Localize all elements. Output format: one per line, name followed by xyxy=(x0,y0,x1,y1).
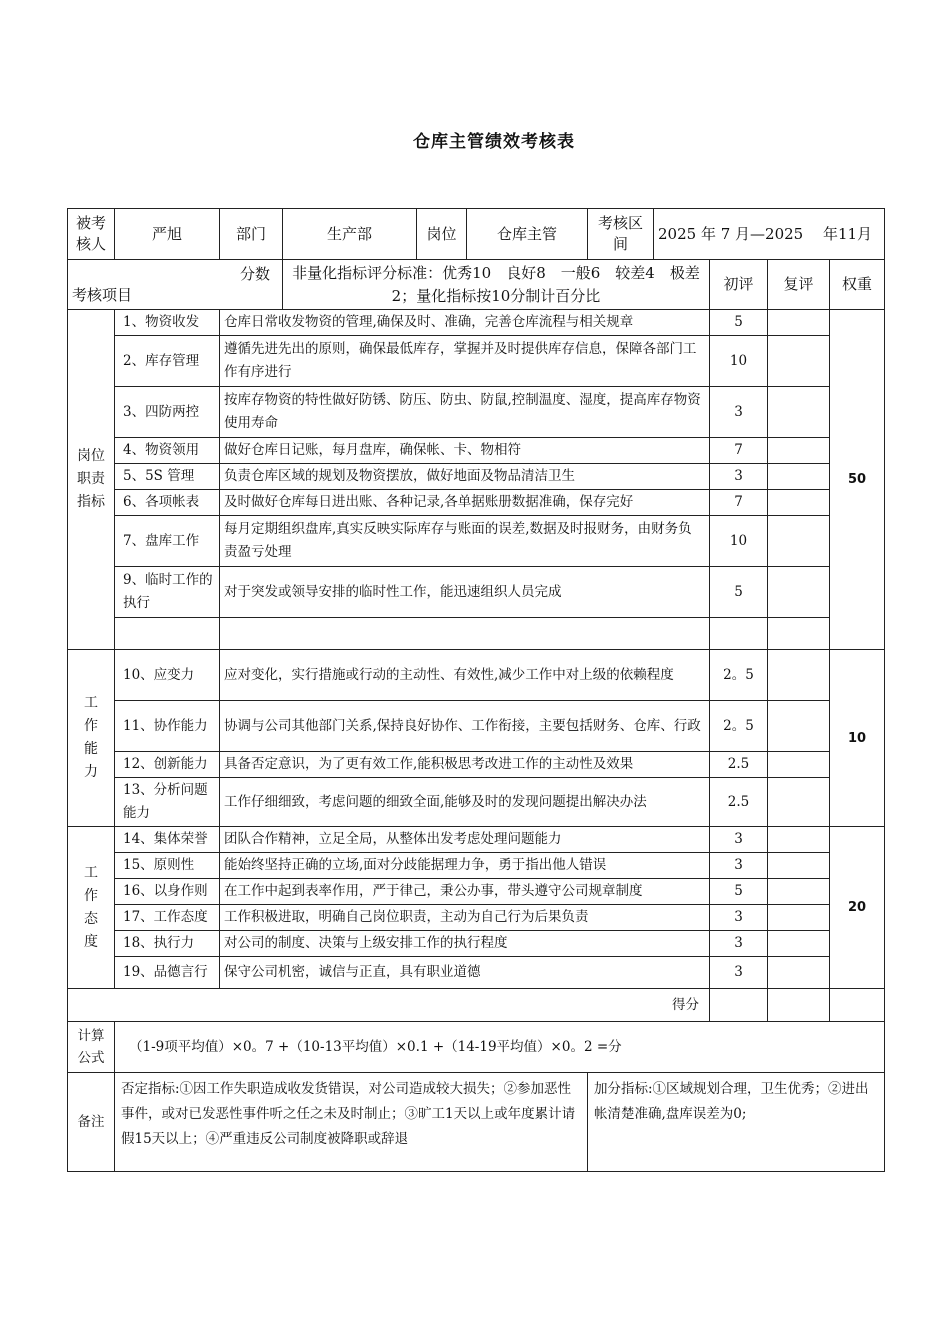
table-row xyxy=(68,516,885,567)
item-desc: 应对变化，实行措施或行动的主动性、有效性,减少工作中对上级的依赖程度 xyxy=(220,650,710,701)
review-label: 复评 xyxy=(768,260,830,310)
table-row xyxy=(68,931,885,957)
item-score: 3 xyxy=(710,464,768,490)
item-name: 15、原则性 xyxy=(115,853,220,879)
item-score: 7 xyxy=(710,438,768,464)
item-desc: 协调与公司其他部门关系,保持良好协作、工作衔接，主要包括财务、仓库、行政 xyxy=(220,701,710,752)
formula-text: （1-9项平均值）×0。7 +（10-13平均值）×0.1 +（14-19平均值）×0。2 =分 xyxy=(115,1022,885,1073)
assessment-table xyxy=(67,208,885,1172)
item-name: 17、工作态度 xyxy=(115,905,220,931)
review-cell[interactable] xyxy=(768,516,830,567)
item-score: 2.5 xyxy=(710,752,768,778)
table-row xyxy=(68,827,885,853)
empty-cell[interactable] xyxy=(768,618,830,650)
review-cell[interactable] xyxy=(768,701,830,752)
dept-value: 生产部 xyxy=(283,209,417,260)
item-name: 10、应变力 xyxy=(115,650,220,701)
item-desc: 负责仓库区域的规划及物资摆放，做好地面及物品清洁卫生 xyxy=(220,464,710,490)
review-cell[interactable] xyxy=(768,464,830,490)
negative-indicators: 否定指标:①因工作失职造成收发货错误，对公司造成较大损失；②参加恶性事件，或对已发恶性事件听之任之未及时制止；③旷工1天以上或年度累计请假15天以上；④严重违反公司制度被降职或辞退 xyxy=(115,1073,588,1172)
section-name: 岗位 职责 指标 xyxy=(68,310,115,650)
review-cell[interactable] xyxy=(768,752,830,778)
item-score: 3 xyxy=(710,905,768,931)
item-score: 5 xyxy=(710,310,768,336)
item-desc: 及时做好仓库每日进出账、各种记录,各单据账册数据准确，保存完好 xyxy=(220,490,710,516)
review-cell[interactable] xyxy=(768,336,830,387)
total-review-cell[interactable] xyxy=(768,989,830,1022)
empty-cell[interactable] xyxy=(115,618,220,650)
item-name: 3、四防两控 xyxy=(115,387,220,438)
empty-cell[interactable] xyxy=(220,618,710,650)
item-score: 7 xyxy=(710,490,768,516)
review-cell[interactable] xyxy=(768,387,830,438)
item-score: 3 xyxy=(710,853,768,879)
remarks-label: 备注 xyxy=(68,1073,115,1172)
page-title: 仓库主管绩效考核表 xyxy=(413,132,575,152)
review-cell[interactable] xyxy=(768,778,830,827)
item-score: 5 xyxy=(710,567,768,618)
item-score: 3 xyxy=(710,827,768,853)
review-cell[interactable] xyxy=(768,310,830,336)
item-desc: 保守公司机密，诚信与正直，具有职业道德 xyxy=(220,957,710,989)
formula-row xyxy=(68,1022,885,1073)
item-name: 4、物资领用 xyxy=(115,438,220,464)
post-value: 仓库主管 xyxy=(467,209,588,260)
weight-label: 权重 xyxy=(830,260,885,310)
item-score: 5 xyxy=(710,879,768,905)
item-label: 考核项目 xyxy=(72,285,133,304)
section-weight: 10 xyxy=(830,650,885,827)
review-cell[interactable] xyxy=(768,853,830,879)
criteria-header-row xyxy=(68,260,885,310)
item-name: 16、以身作则 xyxy=(115,879,220,905)
section-weight: 50 xyxy=(830,310,885,650)
item-desc: 每月定期组织盘库,真实反映实际库存与账面的误差,数据及时报财务，由财务负责盈亏处理 xyxy=(220,516,710,567)
table-row-empty xyxy=(68,618,885,650)
item-name: 9、临时工作的执行 xyxy=(115,567,220,618)
table-row xyxy=(68,853,885,879)
total-label: 得分 xyxy=(68,989,710,1022)
item-desc: 对公司的制度、决策与上级安排工作的执行程度 xyxy=(220,931,710,957)
table-row xyxy=(68,752,885,778)
empty-cell[interactable] xyxy=(710,618,768,650)
item-desc: 做好仓库日记账，每月盘库，确保帐、卡、物相符 xyxy=(220,438,710,464)
item-desc: 遵循先进先出的原则，确保最低库存，掌握并及时提供库存信息，保障各部门工作有序进行 xyxy=(220,336,710,387)
table-row xyxy=(68,490,885,516)
scoring-standard: 非量化指标评分标准：优秀10 良好8 一般6 较差4 极差2；量化指标按10分制计百分比 xyxy=(283,260,710,310)
item-name: 11、协作能力 xyxy=(115,701,220,752)
review-cell[interactable] xyxy=(768,905,830,931)
item-score: 10 xyxy=(710,336,768,387)
item-name: 12、创新能力 xyxy=(115,752,220,778)
formula-label: 计算公式 xyxy=(68,1022,115,1073)
table-row xyxy=(68,701,885,752)
item-desc: 能始终坚持正确的立场,面对分歧能据理力争，勇于指出他人错误 xyxy=(220,853,710,879)
item-name: 7、盘库工作 xyxy=(115,516,220,567)
section-name: 工 作 能 力 xyxy=(68,650,115,827)
review-cell[interactable] xyxy=(768,650,830,701)
table-row xyxy=(68,905,885,931)
review-cell[interactable] xyxy=(768,438,830,464)
item-score: 2。5 xyxy=(710,701,768,752)
item-desc: 按库存物资的特性做好防锈、防压、防虫、防鼠,控制温度、湿度，提高库存物资使用寿命 xyxy=(220,387,710,438)
item-score: 10 xyxy=(710,516,768,567)
item-desc: 在工作中起到表率作用，严于律己，秉公办事，带头遵守公司规章制度 xyxy=(220,879,710,905)
item-name: 2、库存管理 xyxy=(115,336,220,387)
remarks-row xyxy=(68,1073,885,1172)
post-label: 岗位 xyxy=(417,209,467,260)
section-name: 工 作 态 度 xyxy=(68,827,115,989)
table-row xyxy=(68,650,885,701)
item-desc: 工作积极进取，明确自己岗位职责，主动为自己行为后果负责 xyxy=(220,905,710,931)
bonus-indicators: 加分指标:①区域规划合理，卫生优秀；②进出帐清楚准确,盘库误差为0; xyxy=(588,1073,885,1172)
info-row xyxy=(68,209,885,260)
table-row xyxy=(68,567,885,618)
table-row xyxy=(68,778,885,827)
item-desc: 工作仔细细致，考虑问题的细致全面,能够及时的发现问题提出解决办法 xyxy=(220,778,710,827)
item-score: 3 xyxy=(710,387,768,438)
item-score: 2。5 xyxy=(710,650,768,701)
review-cell[interactable] xyxy=(768,931,830,957)
item-score: 3 xyxy=(710,957,768,989)
review-cell[interactable] xyxy=(768,490,830,516)
initial-label: 初评 xyxy=(710,260,768,310)
item-desc: 具备否定意识，为了更有效工作,能积极思考改进工作的主动性及效果 xyxy=(220,752,710,778)
item-name: 1、物资收发 xyxy=(115,310,220,336)
period-value: 2025 年 7 月—2025 年11月 xyxy=(654,209,885,260)
total-weight-cell[interactable] xyxy=(830,989,885,1022)
review-cell[interactable] xyxy=(768,567,830,618)
dept-label: 部门 xyxy=(220,209,283,260)
score-item-corner xyxy=(68,260,283,310)
assessee-label: 被考核人 xyxy=(68,209,115,260)
item-name: 19、品德言行 xyxy=(115,957,220,989)
item-desc: 对于突发或领导安排的临时性工作，能迅速组织人员完成 xyxy=(220,567,710,618)
review-cell[interactable] xyxy=(768,957,830,989)
item-score: 3 xyxy=(710,931,768,957)
table-row xyxy=(68,438,885,464)
item-name: 14、集体荣誉 xyxy=(115,827,220,853)
table-row xyxy=(68,879,885,905)
item-name: 13、分析问题能力 xyxy=(115,778,220,827)
table-row xyxy=(68,464,885,490)
item-name: 18、执行力 xyxy=(115,931,220,957)
table-row xyxy=(68,336,885,387)
score-label: 分数 xyxy=(239,264,270,283)
review-cell[interactable] xyxy=(768,879,830,905)
period-label: 考核区间 xyxy=(588,209,654,260)
table-row xyxy=(68,310,885,336)
section-weight: 20 xyxy=(830,827,885,989)
table-row xyxy=(68,957,885,989)
assessee-value: 严旭 xyxy=(115,209,220,260)
total-row xyxy=(68,989,885,1022)
review-cell[interactable] xyxy=(768,827,830,853)
item-desc: 仓库日常收发物资的管理,确保及时、准确，完善仓库流程与相关规章 xyxy=(220,310,710,336)
item-desc: 团队合作精神，立足全局，从整体出发考虑处理问题能力 xyxy=(220,827,710,853)
item-name: 5、5S 管理 xyxy=(115,464,220,490)
item-name: 6、各项帐表 xyxy=(115,490,220,516)
table-row xyxy=(68,387,885,438)
total-initial-cell[interactable] xyxy=(710,989,768,1022)
item-score: 2.5 xyxy=(710,778,768,827)
